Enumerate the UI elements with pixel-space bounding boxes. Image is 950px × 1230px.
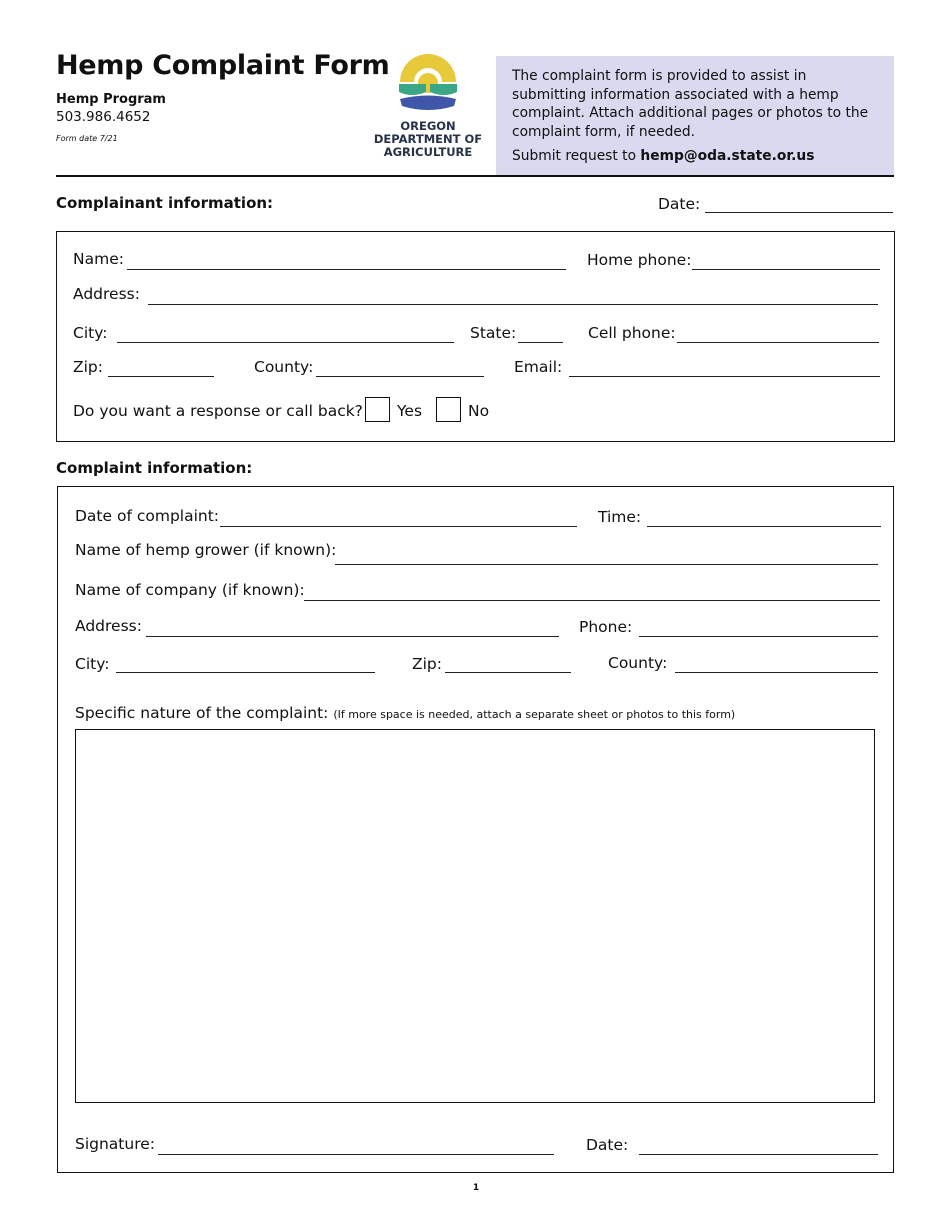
response-question: Do you want a response or call back? xyxy=(73,402,363,420)
email-label: Email: xyxy=(514,358,563,376)
home-phone-field[interactable] xyxy=(692,269,880,270)
home-phone-label: Home phone: xyxy=(587,251,692,269)
complaint-date-label: Date of complaint: xyxy=(75,507,220,525)
program-phone: 503.986.4652 xyxy=(56,109,151,125)
email-field[interactable] xyxy=(569,376,880,377)
logo-line-1: OREGON xyxy=(400,119,456,133)
complaint-time-field[interactable] xyxy=(647,526,881,527)
complaint-county-label: County: xyxy=(608,654,668,672)
nature-note: (If more space is needed, attach a separate sheet or photos to this form) xyxy=(333,708,736,721)
header-divider xyxy=(56,175,894,177)
page-number: 1 xyxy=(472,1183,480,1193)
instructions-box xyxy=(496,56,894,175)
complaint-time-label: Time: xyxy=(598,508,642,526)
signature-label: Signature: xyxy=(75,1135,155,1153)
complainant-section-title: Complainant information: xyxy=(56,194,274,212)
company-label: Name of company (if known): xyxy=(75,581,305,599)
name-field[interactable] xyxy=(127,269,566,270)
grower-field[interactable] xyxy=(335,564,878,565)
zip-field[interactable] xyxy=(108,376,214,377)
state-label: State: xyxy=(470,324,517,342)
complaint-address-label: Address: xyxy=(75,617,142,635)
county-label: County: xyxy=(254,358,314,376)
nature-label-row xyxy=(75,704,735,722)
response-yes-checkbox[interactable] xyxy=(365,397,390,422)
grower-label: Name of hemp grower (if known): xyxy=(75,541,337,559)
address-label: Address: xyxy=(73,285,140,303)
response-no-label: No xyxy=(468,402,490,420)
instructions-text: The complaint form is provided to assist in submitting information associated with a hemp complaint. Attach additional pages or photos to the complaint form, if needed. xyxy=(512,68,869,140)
logo-line-2: DEPARTMENT OF xyxy=(373,132,483,146)
nature-textarea[interactable] xyxy=(75,729,875,1103)
complaint-county-field[interactable] xyxy=(675,672,878,673)
complaint-city-field[interactable] xyxy=(116,672,375,673)
cell-phone-label: Cell phone: xyxy=(588,324,676,342)
logo-line-3: AGRICULTURE xyxy=(383,145,473,159)
signature-date-field[interactable] xyxy=(639,1154,878,1155)
oda-logo xyxy=(368,54,488,166)
complaint-address-field[interactable] xyxy=(146,636,559,637)
complaint-city-label: City: xyxy=(75,655,110,673)
address-field[interactable] xyxy=(148,304,878,305)
signature-field[interactable] xyxy=(158,1154,554,1155)
cell-phone-field[interactable] xyxy=(677,342,879,343)
oda-logo-text xyxy=(368,120,488,159)
name-label: Name: xyxy=(73,250,124,268)
response-no-checkbox[interactable] xyxy=(436,397,461,422)
submit-prefix: Submit request to xyxy=(512,148,641,164)
complaint-section-title: Complaint information: xyxy=(56,459,253,477)
county-field[interactable] xyxy=(316,376,484,377)
submit-instructions xyxy=(512,147,884,166)
complaint-zip-label: Zip: xyxy=(412,655,442,673)
response-yes-label: Yes xyxy=(397,402,423,420)
city-field[interactable] xyxy=(117,342,454,343)
form-title: Hemp Complaint Form xyxy=(56,50,390,81)
oda-logo-icon xyxy=(368,54,488,118)
company-field[interactable] xyxy=(304,600,880,601)
form-date: Form date 7/21 xyxy=(56,134,118,143)
complaint-date-field[interactable] xyxy=(220,526,577,527)
program-name: Hemp Program xyxy=(56,92,166,107)
state-field[interactable] xyxy=(518,342,563,343)
complainant-date-label: Date: xyxy=(658,195,701,213)
complaint-phone-field[interactable] xyxy=(639,636,878,637)
zip-label: Zip: xyxy=(73,358,103,376)
signature-date-label: Date: xyxy=(586,1136,629,1154)
complaint-zip-field[interactable] xyxy=(445,672,571,673)
submit-email[interactable]: hemp@oda.state.or.us xyxy=(640,148,815,164)
complaint-phone-label: Phone: xyxy=(579,618,633,636)
complainant-date-field[interactable] xyxy=(705,212,893,213)
city-label: City: xyxy=(73,324,108,342)
nature-label: Specific nature of the complaint: xyxy=(75,704,329,722)
